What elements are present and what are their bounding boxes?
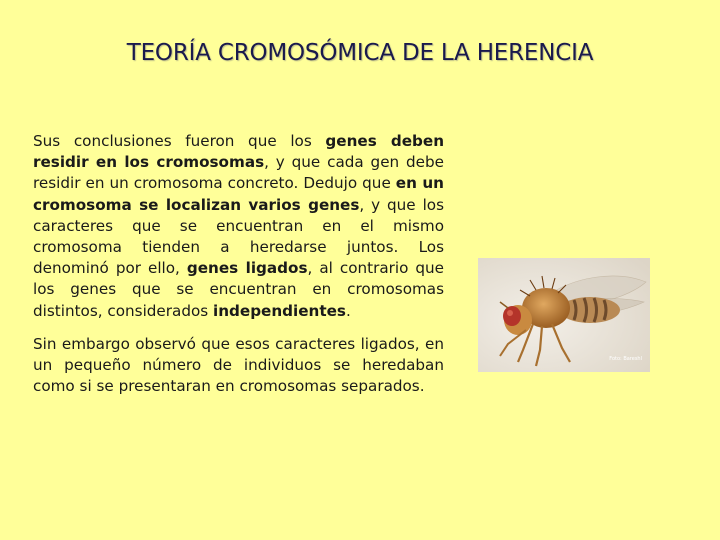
highlight-genes-deben-residir: genes deben residir en los cromosomas: [33, 132, 445, 172]
highlight-varios-genes: en un cromosoma se localizan varios genes: [33, 174, 444, 214]
page-title: TEORÍA CROMOSÓMICA DE LA HERENCIA: [126, 40, 594, 66]
body-text: [33, 131, 444, 409]
paragraph-1-text: , y que los caracteres que se encuentran en el mismo cromosoma tienden a heredarse juntos. Los denominó por ello,: [33, 195, 444, 278]
paragraph-1: [33, 131, 444, 322]
paragraph-1-text: .: [345, 301, 351, 320]
paragraph-2: Sin embargo observó que esos caracteres ligados, en un pequeño número de individuos se heredaban como si se presentaran en cromosomas separados.: [33, 334, 444, 396]
photo-caption: Foto: Bareshl: [609, 356, 642, 362]
paragraph-1-text: , y que cada gen debe residir en un cromosoma concreto. Dedujo que: [33, 153, 444, 193]
highlight-independientes: independientes: [213, 301, 346, 320]
paragraph-1-text: Sus conclusiones fueron que los: [33, 132, 326, 150]
paragraph-1-text: , al contrario que los genes que se encuentran en cromosomas distintos, considerados: [33, 259, 444, 320]
highlight-genes-ligados: genes ligados: [186, 259, 308, 278]
fruit-fly-photo: [478, 258, 650, 372]
